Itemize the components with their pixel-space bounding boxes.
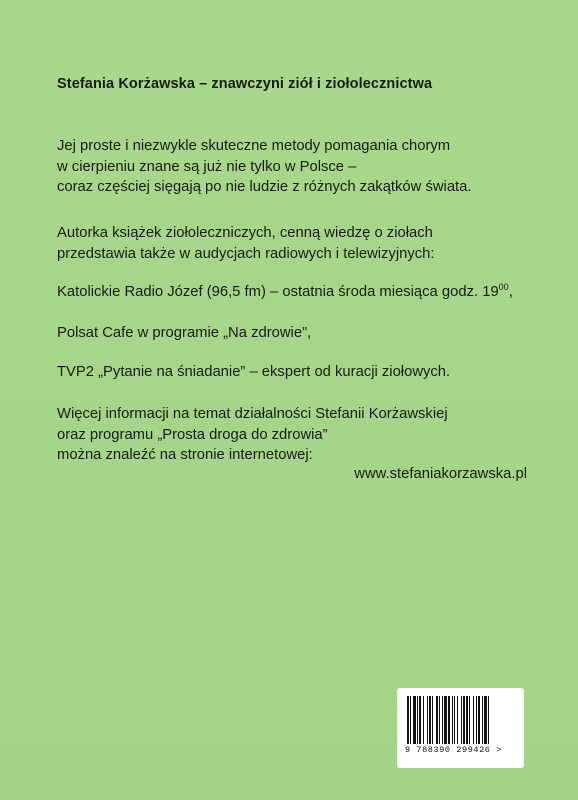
barcode-bar	[427, 696, 428, 744]
intro-paragraph	[57, 136, 547, 198]
barcode-bar	[488, 696, 489, 744]
page-title: Stefania Korżawska – znawczyni ziół i ziołolecznictwa	[57, 76, 433, 92]
barcode-bar	[457, 696, 458, 744]
barcode-bar	[419, 696, 421, 744]
radio-time-superscript: 00	[498, 282, 509, 292]
barcode-bar	[484, 696, 487, 744]
barcode-bar	[436, 696, 438, 744]
isbn-number: 9 788390 299426 >	[405, 745, 502, 755]
barcode-bar	[466, 696, 468, 744]
polsat-program-line: Polsat Cafe w programie „Na zdrowie”,	[57, 325, 312, 341]
intro-line: Jej proste i niezwykle skuteczne metody pomagania chorym	[57, 138, 451, 154]
barcode-bar	[444, 696, 447, 744]
tvp-program-line: TVP2 „Pytanie na śniadanie” – ekspert od kuracji ziołowych.	[57, 364, 451, 380]
barcode-bar	[452, 696, 453, 744]
barcode-bars	[407, 696, 515, 744]
intro-line: w cierpieniu znane są już nie tylko w Polsce –	[57, 158, 357, 175]
barcode-bar	[461, 696, 462, 744]
barcode-bar	[439, 696, 440, 744]
barcode-bar	[413, 696, 416, 744]
more-info-line: można znaleźć na stronie internetowej:	[57, 447, 313, 463]
radio-program-line	[57, 282, 547, 303]
barcode-bar	[448, 696, 450, 744]
barcode-bar	[442, 696, 443, 744]
author-line: Autorka książek ziołoleczniczych, cenną wiedzę o ziołach	[57, 225, 433, 241]
barcode-bar	[423, 696, 424, 744]
isbn-barcode	[397, 688, 524, 768]
barcode-bar	[476, 696, 477, 744]
barcode-bar	[482, 696, 483, 744]
more-info-line: oraz programu „Prosta droga do zdrowia”	[57, 426, 328, 443]
intro-line: coraz częściej sięgają po nie ludzie z różnych zakątków świata.	[57, 179, 472, 195]
more-info-line: Więcej informacji na temat działalności Stefanii Korżawskiej	[57, 406, 448, 422]
barcode-bar	[432, 696, 433, 744]
barcode-bar	[407, 696, 409, 744]
radio-text: Katolickie Radio Józef (96,5 fm) – ostatnia środa miesiąca godz. 19	[57, 284, 499, 300]
website-link[interactable]: www.stefaniakorzawska.pl	[354, 466, 527, 482]
barcode-bar	[417, 696, 418, 744]
author-paragraph	[57, 223, 547, 264]
barcode-bar	[410, 696, 411, 744]
radio-trailing-comma: ,	[508, 284, 513, 300]
author-line: przedstawia także w audycjach radiowych i telewizyjnych:	[57, 245, 435, 262]
barcode-bar	[478, 696, 480, 744]
barcode-bar	[463, 696, 465, 744]
barcode-bar	[469, 696, 470, 744]
barcode-bar	[473, 696, 474, 744]
barcode-bar	[429, 696, 431, 744]
barcode-bar	[454, 696, 455, 744]
more-info-paragraph	[57, 404, 547, 466]
